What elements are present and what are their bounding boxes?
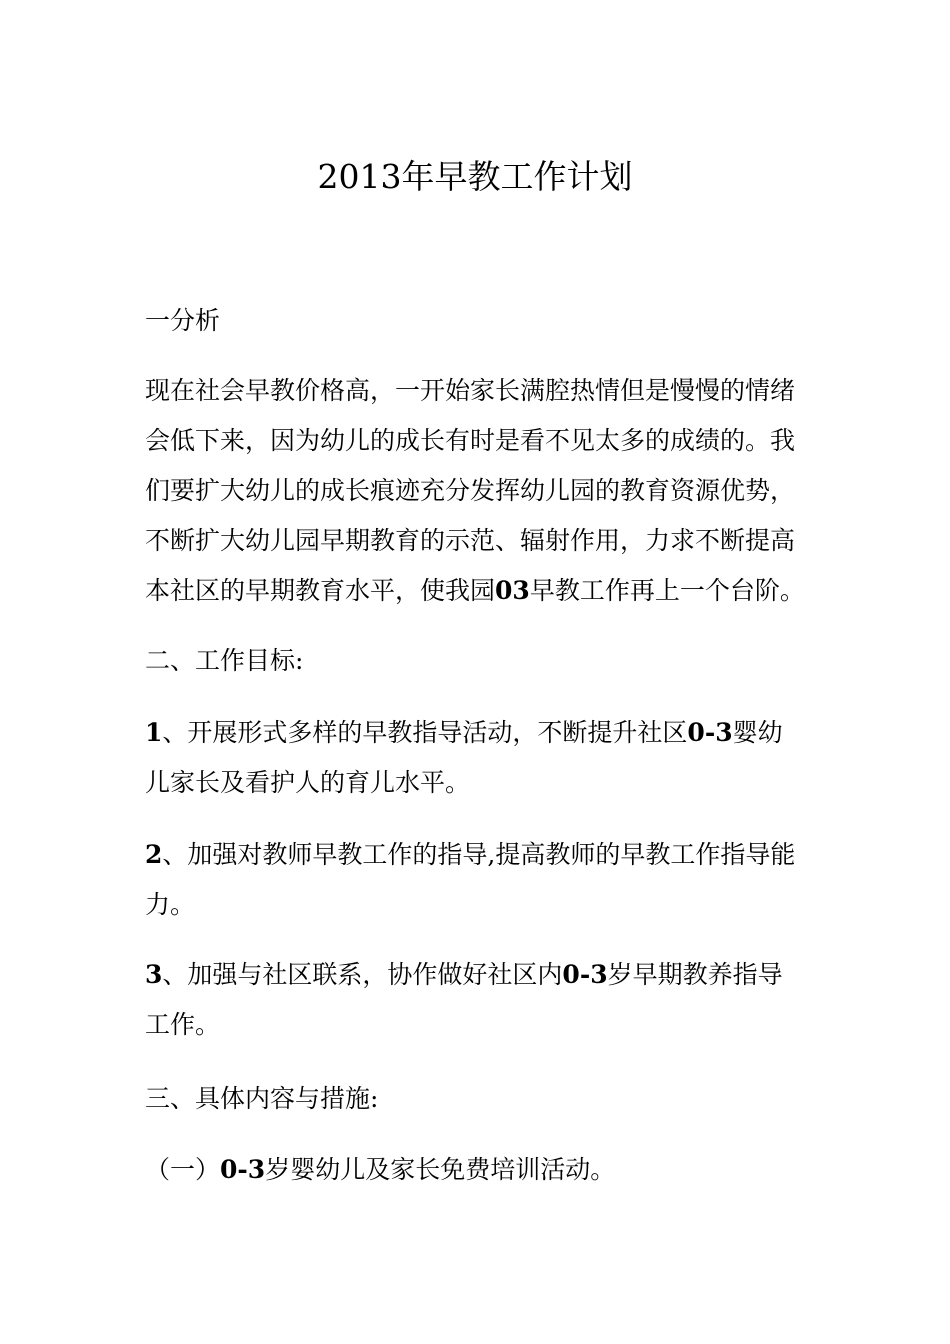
goal-line xyxy=(145,950,815,1000)
goal-number: 3 xyxy=(145,960,163,989)
paragraph-line: 们要扩大幼儿的成长痕迹充分发挥幼儿园的教育资源优势， xyxy=(145,476,796,505)
analysis-paragraph xyxy=(145,366,815,616)
age-range: 0-3 xyxy=(562,960,608,989)
age-range: 0-3 xyxy=(687,718,733,747)
subheading-text: 岁婴幼儿及家长免费培训活动。 xyxy=(265,1155,616,1184)
goal-number: 2 xyxy=(145,840,163,869)
goal-line: 力。 xyxy=(145,890,196,919)
paragraph-line: 不断扩大幼儿园早期教育的示范、辐射作用，力求不断提高 xyxy=(145,526,796,555)
subheading-1 xyxy=(145,1145,815,1195)
paragraph-line xyxy=(145,566,815,616)
subheading-prefix: （一） xyxy=(145,1155,221,1184)
section-heading-goals xyxy=(145,636,815,686)
goal-text: 、加强对教师早教工作的指导,提高教师的早教工作指导能 xyxy=(162,840,796,869)
goal-number: 1 xyxy=(145,718,163,747)
goal-line: 儿家长及看护人的育儿水平。 xyxy=(145,768,471,797)
goal-item-2 xyxy=(145,830,815,930)
subheading-line xyxy=(145,1145,815,1195)
goal-text: 婴幼 xyxy=(732,718,783,747)
heading-text: 一分析 xyxy=(145,306,221,335)
goal-line xyxy=(145,708,815,758)
goal-item-3 xyxy=(145,950,815,1050)
section-heading-measures xyxy=(145,1074,815,1124)
goal-text: 岁早期教养指导 xyxy=(607,960,783,989)
paragraph-line: 现在社会早教价格高，一开始家长满腔热情但是慢慢的情绪 xyxy=(145,376,796,405)
line-text: 早教工作再上一个台阶。 xyxy=(529,576,805,605)
document-title: 2013年早教工作计划 xyxy=(317,157,633,196)
line-text: 本社区的早期教育水平，使我园 xyxy=(145,576,496,605)
number-text: 03 xyxy=(495,576,530,605)
heading-text: 三、具体内容与措施: xyxy=(145,1084,379,1113)
goal-line xyxy=(145,830,815,880)
heading-text: 二、工作目标: xyxy=(145,646,304,675)
goal-text: 、加强与社区联系，协作做好社区内 xyxy=(162,960,563,989)
section-heading-analysis xyxy=(145,296,815,346)
age-range: 0-3 xyxy=(220,1155,266,1184)
paragraph-line: 会低下来，因为幼儿的成长有时是看不见太多的成绩的。我 xyxy=(145,426,796,455)
goal-item-1 xyxy=(145,708,815,808)
goal-text: 、开展形式多样的早教指导活动，不断提升社区 xyxy=(162,718,688,747)
goal-line: 工作。 xyxy=(145,1010,221,1039)
